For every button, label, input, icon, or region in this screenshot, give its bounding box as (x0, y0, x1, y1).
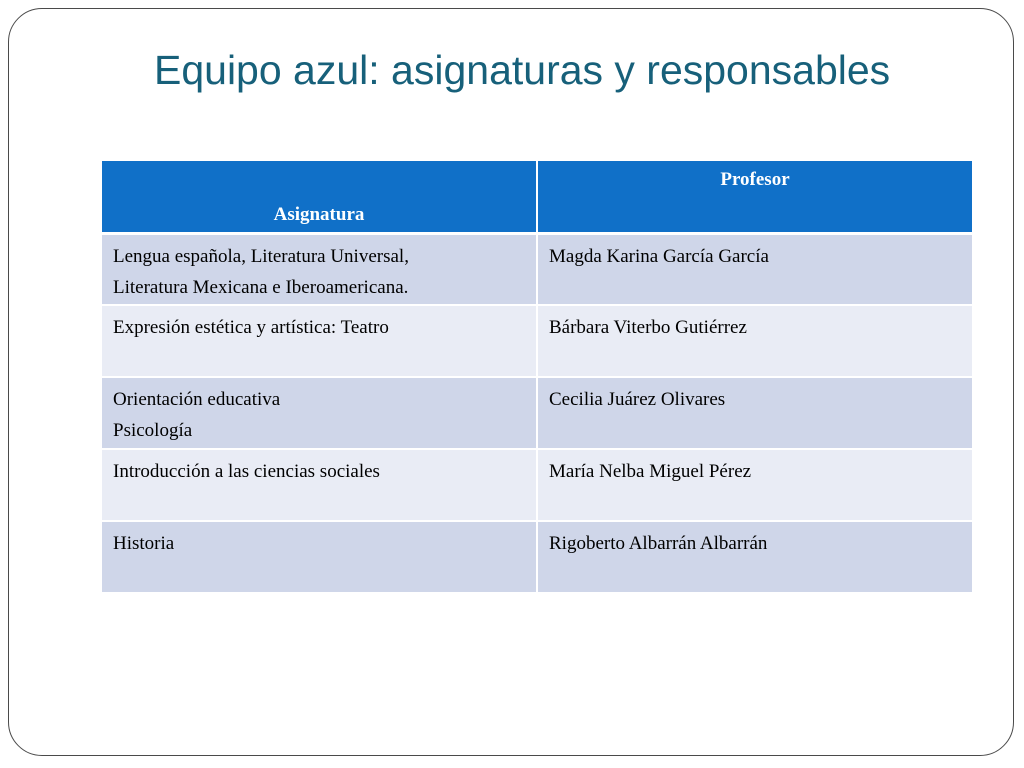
table-row (102, 305, 972, 377)
header-profesor: Profesor (537, 161, 972, 233)
slide-title: Equipo azul: asignaturas y responsables (154, 47, 891, 93)
table-row (102, 521, 972, 593)
subject-line: Psicología (113, 420, 193, 441)
subject-line: Orientación educativa (113, 389, 281, 410)
subject-line: Expresión estética y artística: Teatro (113, 317, 389, 338)
table-row (102, 233, 972, 305)
table-row (102, 377, 972, 449)
teacher-cell: Bárbara Viterbo Gutiérrez (537, 305, 972, 377)
subject-cell (102, 233, 537, 305)
teacher-cell: María Nelba Miguel Pérez (537, 449, 972, 521)
subject-line: Literatura Mexicana e Iberoamericana. (113, 276, 409, 298)
teacher-cell: Magda Karina García García (537, 233, 972, 305)
subject-line: Historia (113, 533, 175, 554)
teacher-cell: Cecilia Juárez Olivares (537, 377, 972, 449)
subject-cell (102, 377, 537, 449)
teacher-cell: Rigoberto Albarrán Albarrán (537, 521, 972, 593)
subject-line: Introducción a las ciencias sociales (113, 461, 380, 482)
table-row (102, 449, 972, 521)
header-asignatura: Asignatura (102, 161, 537, 233)
subject-cell (102, 521, 537, 593)
subjects-table (102, 161, 972, 594)
subject-line: Lengua española, Literatura Universal, (113, 245, 409, 267)
subject-cell (102, 305, 537, 377)
subject-cell (102, 449, 537, 521)
table-header-row (102, 161, 972, 233)
